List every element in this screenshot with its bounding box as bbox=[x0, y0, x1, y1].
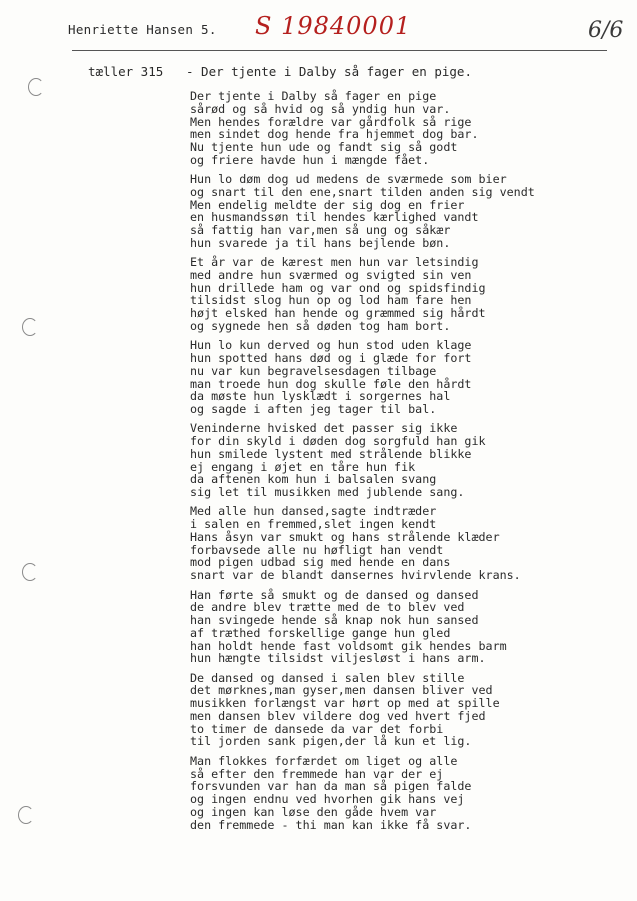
poem-line: så fattig han var,men så ung og såkær bbox=[190, 223, 451, 238]
poem-line: Der tjente i Dalby så fager en pige bbox=[190, 89, 437, 103]
poem-line: Veninderne hvisked det passer sig ikke bbox=[190, 421, 458, 436]
poem-line: Hans åsyn var smukt og hans strålende klæder bbox=[190, 529, 500, 544]
counter-number: tæller 315 bbox=[88, 64, 164, 79]
punch-hole-mark bbox=[22, 563, 38, 581]
poem-line: for din skyld i døden dog sorgfuld han gik bbox=[190, 434, 486, 449]
poem-line: sig let til musikken med jublende sang. bbox=[190, 485, 465, 500]
poem-line: han holdt hende fast voldsomt gik hendes barm bbox=[190, 638, 507, 653]
poem-line: ej engang i øjet en tåre hun fik bbox=[190, 459, 416, 474]
punch-hole-mark bbox=[28, 78, 44, 96]
punch-hole-mark bbox=[18, 806, 34, 824]
poem-line: den fremmede - thi man kan ikke få svar. bbox=[190, 817, 472, 832]
poem-line: en husmandssøn til hendes kærlighed vandt bbox=[190, 210, 479, 225]
poem-line: det mørknes,man gyser,men dansen bliver ved bbox=[190, 683, 493, 698]
stanza bbox=[190, 173, 610, 250]
poem-line: hun hængte tilsidst viljesløst i hans arm. bbox=[190, 651, 486, 666]
poem-line: til jorden sank pigen,der lå kun et lig. bbox=[190, 734, 472, 749]
poem-line: med andre hun sværmed og svigted sin ven bbox=[190, 267, 472, 282]
stanza bbox=[190, 672, 610, 749]
poem-line: og sygnede hen så døden tog ham bort. bbox=[190, 318, 451, 333]
poem-line: man troede hun dog skulle føle den hårdt bbox=[190, 376, 472, 391]
stanza bbox=[190, 339, 610, 416]
poem-line: højt elsked han hende og græmmed sig hårdt bbox=[190, 306, 486, 321]
poem-line: Et år var de kærest men hun var letsindig bbox=[190, 255, 479, 270]
poem-line: musikken forlængst var hørt op med at spille bbox=[190, 696, 500, 711]
poem-line: men sindet dog hende fra hjemmet dog bar. bbox=[190, 127, 479, 142]
poem-line: Man flokkes forfærdet om liget og alle bbox=[190, 753, 458, 768]
poem-line: da aftenen kom hun i balsalen svang bbox=[190, 472, 437, 487]
poem-line: af træthed forskellige gange hun gled bbox=[190, 625, 451, 640]
poem-line: da møste hun lysklædt i sorgernes hal bbox=[190, 389, 451, 404]
poem-line: hun drillede ham og var ond og spidsfindig bbox=[190, 280, 486, 295]
stanza bbox=[190, 755, 610, 832]
poem-line: og ingen kan løse den gåde hvem var bbox=[190, 804, 437, 819]
poem-line: mod pigen udbad sig med hende en dans bbox=[190, 555, 451, 570]
poem-line: så efter den fremmede han var der ej bbox=[190, 766, 444, 781]
poem-line: han svingede hende så knap nok hun sansed bbox=[190, 613, 479, 628]
poem-body bbox=[190, 90, 610, 838]
poem-line: Men hendes forældre var gårdfolk så rige bbox=[190, 114, 472, 129]
page-number: 6/6 bbox=[588, 18, 624, 43]
poem-line: og friere havde hun i mængde fået. bbox=[190, 152, 430, 167]
poem-line: Nu tjente hun ude og fandt sig så godt bbox=[190, 140, 458, 154]
poem-line: nu var kun begravelsesdagen tilbage bbox=[190, 363, 437, 378]
stanza bbox=[190, 90, 610, 167]
poem-line: Hun lo kun derved og hun stod uden klage bbox=[190, 338, 472, 353]
punch-hole-mark bbox=[22, 318, 38, 336]
poem-line: forsvunden var han da man så pigen falde bbox=[190, 779, 472, 794]
archive-number-stamp: S 19840001 bbox=[255, 12, 412, 40]
poem-line: Han førte så smukt og de dansed og dansed bbox=[190, 587, 479, 602]
poem-line: de andre blev trætte med de to blev ved bbox=[190, 600, 465, 615]
poem-line: og snart til den ene,snart tilden anden sig vendt bbox=[190, 184, 535, 199]
stanza bbox=[190, 256, 610, 333]
poem-line: i salen en fremmed,slet ingen kendt bbox=[190, 517, 437, 532]
poem-line: Hun lo døm dog ud medens de sværmede som bier bbox=[190, 172, 507, 187]
poem-line: Med alle hun dansed,sagte indtræder bbox=[190, 504, 437, 519]
document-header-name: Henriette Hansen 5. bbox=[68, 22, 217, 37]
stanza bbox=[190, 505, 610, 582]
stanza bbox=[190, 422, 610, 499]
poem-line: tilsidst slog hun op og lod ham fare hen bbox=[190, 293, 472, 308]
poem-line: De dansed og dansed i salen blev stille bbox=[190, 670, 465, 685]
stanza bbox=[190, 589, 610, 666]
poem-line: hun smilede lystent med strålende blikke bbox=[190, 446, 472, 461]
poem-line: og ingen endnu ved hvorhen gik hans vej bbox=[190, 792, 465, 806]
poem-line: Men endelig meldte der sig dog en frier bbox=[190, 197, 465, 212]
poem-line: to timer de dansede da var det forbi bbox=[190, 721, 444, 736]
poem-line: men dansen blev vildere dog ved hvert fjed bbox=[190, 708, 486, 723]
poem-line: sårød og så hvid og så yndig hun var. bbox=[190, 101, 451, 116]
poem-line: hun spotted hans død og i glæde for fort bbox=[190, 351, 472, 366]
header-divider bbox=[72, 50, 607, 51]
song-title: - Der tjente i Dalby så fager en pige. bbox=[186, 64, 472, 79]
poem-line: forbavsede alle nu høfligt han vendt bbox=[190, 542, 444, 557]
poem-line: hun svarede ja til hans bejlende bøn. bbox=[190, 235, 451, 250]
poem-line: og sagde i aften jeg tager til bal. bbox=[190, 402, 437, 417]
poem-line: snart var de blandt dansernes hvirvlende krans. bbox=[190, 568, 521, 583]
